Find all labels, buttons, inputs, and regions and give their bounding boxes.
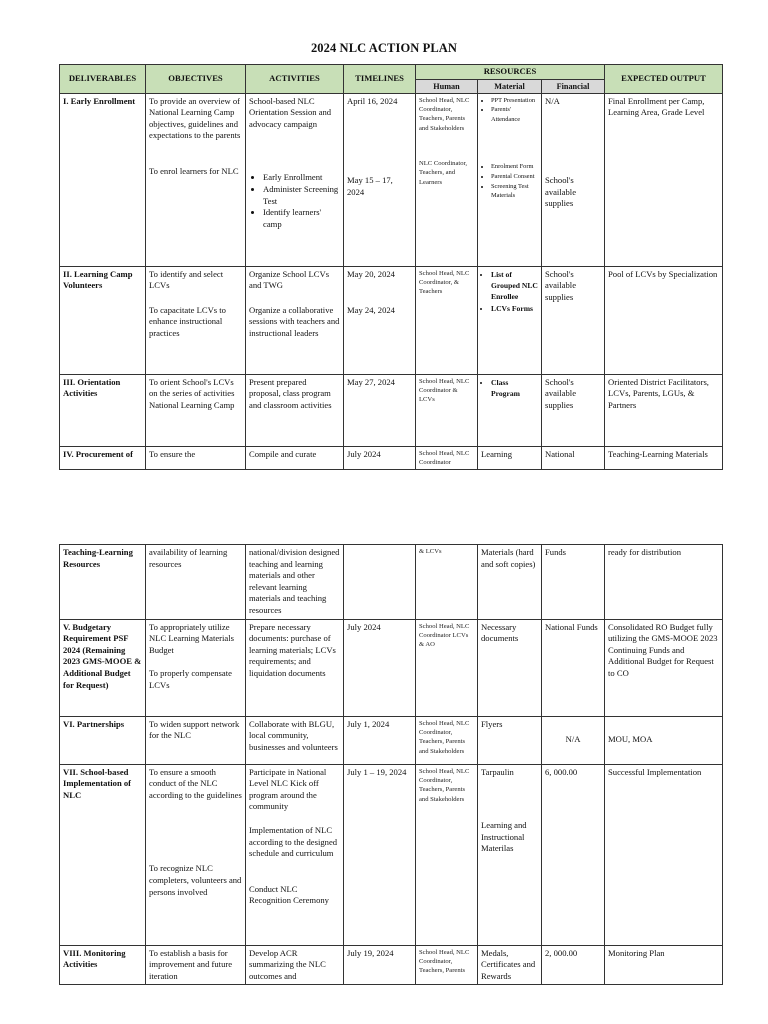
objective-text: To appropriately utilize NLC Learning Materials Budget xyxy=(149,621,234,655)
objective-cell: To ensure the xyxy=(146,446,246,470)
objective-cell xyxy=(146,93,246,266)
list-item: • Identify learners' camp xyxy=(263,207,340,230)
financial-text: N/A xyxy=(545,95,560,106)
list-item: • Early Enrollment xyxy=(263,172,340,184)
objective-cell xyxy=(146,764,246,945)
activity-text: Organize School LCVs and TWG xyxy=(249,268,330,291)
activity-cell xyxy=(246,266,344,374)
deliverable-cell: VII. School-based Implementation of NLC xyxy=(60,764,146,945)
list-item: • Class Program xyxy=(491,377,538,400)
activity-text: Organize a collaborative sessions with teachers and instructional leaders xyxy=(249,304,340,339)
deliverable-cell: II. Learning Camp Volunteers xyxy=(60,266,146,374)
deliverable-cell: I. Early Enrollment xyxy=(60,93,146,266)
material-cell xyxy=(478,764,542,945)
deliverable-cell: III. Orientation Activities xyxy=(60,374,146,446)
table-row xyxy=(60,266,723,374)
timeline-cell: July 2024 xyxy=(344,619,416,716)
human-cell: School Head, NLC Coordinator xyxy=(416,446,478,470)
financial-cell: 6, 000.00 xyxy=(542,764,605,945)
table-row xyxy=(60,764,723,945)
human-cell: School Head, NLC Coordinator LCVs & AO xyxy=(416,619,478,716)
objective-cell xyxy=(146,266,246,374)
human-cell xyxy=(416,93,478,266)
human-cell: School Head, NLC Coordinator & LCVs xyxy=(416,374,478,446)
output-cell: Oriented District Facilitators, LCVs, Parents, LGUs, & Partners xyxy=(605,374,723,446)
financial-cell: National Funds xyxy=(542,619,605,716)
material-cell xyxy=(478,266,542,374)
financial-cell xyxy=(542,93,605,266)
material-list xyxy=(481,269,538,315)
timeline-cell xyxy=(344,93,416,266)
table-row xyxy=(60,619,723,716)
output-cell: Consolidated RO Budget fully utilizing the GMS-MOOE 2023 Continuing Funds and Additional Budget for Request to CO xyxy=(605,619,723,716)
material-cell: Medals, Certificates and Rewards xyxy=(478,945,542,985)
material-list xyxy=(481,162,538,200)
objective-text: To recognize NLC completers, volunteers and persons involved xyxy=(149,863,242,897)
timeline-cell: July 1, 2024 xyxy=(344,716,416,764)
action-plan-table-page-2 xyxy=(59,544,723,985)
deliverable-cell: IV. Procurement of xyxy=(60,446,146,470)
table-row xyxy=(60,545,723,620)
list-item: • Parents' Attendance xyxy=(491,105,538,124)
activity-cell: Present prepared proposal, class program and classroom activities xyxy=(246,374,344,446)
material-cell xyxy=(478,374,542,446)
list-item: • LCVs Forms xyxy=(491,303,538,314)
objective-text: To ensure a smooth conduct of the NLC according to the guidelines xyxy=(149,766,242,800)
deliverable-cell: VIII. Monitoring Activities xyxy=(60,945,146,985)
header-timelines: TIMELINES xyxy=(344,65,416,94)
activity-cell: Prepare necessary documents: purchase of learning materials; LCVs requirements; and liquidation documents xyxy=(246,619,344,716)
financial-cell: N/A xyxy=(542,716,605,764)
header-material: Material xyxy=(478,79,542,93)
material-cell: Flyers xyxy=(478,716,542,764)
material-cell: Materials (hard and soft copies) xyxy=(478,545,542,620)
activity-text: Participate in National Level NLC Kick off program around the community xyxy=(249,766,327,812)
output-cell: Monitoring Plan xyxy=(605,945,723,985)
deliverable-cell: VI. Partnerships xyxy=(60,716,146,764)
objective-text: To properly compensate LCVs xyxy=(149,668,232,690)
timeline-cell: July 2024 xyxy=(344,446,416,470)
material-text: Learning and Instructional Materilas xyxy=(481,820,527,854)
timeline-text: April 16, 2024 xyxy=(347,95,398,106)
header-activities: ACTIVITIES xyxy=(246,65,344,94)
list-item: • PPT Presentation xyxy=(491,96,538,106)
activity-cell xyxy=(246,764,344,945)
output-cell: Final Enrollment per Camp, Learning Area, Grade Level xyxy=(605,93,723,266)
table-row xyxy=(60,446,723,470)
header-objectives: OBJECTIVES xyxy=(146,65,246,94)
timeline-cell: July 19, 2024 xyxy=(344,945,416,985)
objective-text: To enrol learners for NLC xyxy=(149,166,239,177)
timeline-text: May 20, 2024 xyxy=(347,268,395,279)
human-cell: School Head, NLC Coordinator, & Teachers xyxy=(416,266,478,374)
output-cell: Successful Implementation xyxy=(605,764,723,945)
objective-text: To identify and select LCVs xyxy=(149,268,224,291)
list-item: • Screening Test Materials xyxy=(491,182,538,201)
financial-cell: National xyxy=(542,446,605,470)
header-resources: RESOURCES xyxy=(416,65,605,80)
objective-cell xyxy=(146,619,246,716)
timeline-text: May 24, 2024 xyxy=(347,305,395,316)
financial-cell: School's available supplies xyxy=(542,266,605,374)
material-list xyxy=(481,96,538,125)
output-cell: Teaching-Learning Materials xyxy=(605,446,723,470)
material-cell xyxy=(478,93,542,266)
human-cell: School Head, NLC Coordinator, Teachers, Parents and Stakeholders xyxy=(416,764,478,945)
human-text: NLC Coordinator, Teachers, and Learners xyxy=(419,160,468,186)
table-row xyxy=(60,716,723,764)
financial-cell: Funds xyxy=(542,545,605,620)
output-cell: ready for distribution xyxy=(605,545,723,620)
activity-text: School-based NLC Orientation Session and advocacy campaign xyxy=(249,95,332,129)
header-financial: Financial xyxy=(542,79,605,93)
table-row xyxy=(60,945,723,985)
human-cell: School Head, NLC Coordinator, Teachers, Parents and Stakeholders xyxy=(416,716,478,764)
human-text: School Head, NLC Coordinator, Teachers, Parents and Stakeholders xyxy=(419,96,470,132)
timeline-cell xyxy=(344,266,416,374)
header-deliverables: DELIVERABLES xyxy=(60,65,146,94)
activity-list xyxy=(249,172,340,230)
activity-cell: Compile and curate xyxy=(246,446,344,470)
deliverable-cell: V. Budgetary Requirement PSF 2024 (Remaining 2023 GMS-MOOE & Additional Budget for Request) xyxy=(60,619,146,716)
activity-cell xyxy=(246,93,344,266)
output-cell: MOU, MOA xyxy=(605,716,723,764)
list-item: • Parental Consent xyxy=(491,172,538,182)
header-human: Human xyxy=(416,79,478,93)
activity-cell: national/division designed teaching and learning materials and other relevant learning materials and teaching resources xyxy=(246,545,344,620)
activity-text: Implementation of NLC according to the designed schedule and curriculum xyxy=(249,824,338,859)
material-cell: Learning xyxy=(478,446,542,470)
action-plan-table-page-1 xyxy=(59,64,723,470)
objective-cell: To widen support network for the NLC xyxy=(146,716,246,764)
financial-cell: 2, 000.00 xyxy=(542,945,605,985)
human-cell: School Head, NLC Coordinator, Teachers, Parents xyxy=(416,945,478,985)
activity-cell: Collaborate with BLGU, local community, businesses and volunteers xyxy=(246,716,344,764)
table-row xyxy=(60,93,723,266)
timeline-text: May 15 – 17, 2024 xyxy=(347,175,393,197)
header-row xyxy=(60,65,723,80)
objective-cell: To establish a basis for improvement and future iteration xyxy=(146,945,246,985)
timeline-cell: July 1 – 19, 2024 xyxy=(344,764,416,945)
material-cell: Necessary documents xyxy=(478,619,542,716)
output-cell: Pool of LCVs by Specialization xyxy=(605,266,723,374)
deliverable-cell: Teaching-Learning Resources xyxy=(60,545,146,620)
list-item: • Enrolment Form xyxy=(491,162,538,172)
objective-cell: availability of learning resources xyxy=(146,545,246,620)
financial-text: School's available supplies xyxy=(545,175,577,209)
list-item: • Administer Screening Test xyxy=(263,184,340,207)
human-cell: & LCVs xyxy=(416,545,478,620)
activity-cell: Develop ACR summarizing the NLC outcomes and xyxy=(246,945,344,985)
activity-text: Conduct NLC Recognition Ceremony xyxy=(249,883,329,906)
material-text: Tarpaulin xyxy=(481,766,514,777)
objective-text: To provide an overview of National Learning Camp objectives, guidelines and expectations to the parents xyxy=(149,95,241,141)
timeline-cell: May 27, 2024 xyxy=(344,374,416,446)
page-title: 2024 NLC ACTION PLAN xyxy=(310,41,458,55)
list-item: • List of Grouped NLC Enrollee xyxy=(491,269,538,303)
timeline-cell xyxy=(344,545,416,620)
objective-cell: To orient School's LCVs on the series of activities National Learning Camp xyxy=(146,374,246,446)
table-row xyxy=(60,374,723,446)
financial-cell: School's available supplies xyxy=(542,374,605,446)
header-expected-output: EXPECTED OUTPUT xyxy=(605,65,723,94)
material-list xyxy=(481,377,538,400)
objective-text: To capacitate LCVs to enhance instructional practices xyxy=(149,304,226,339)
